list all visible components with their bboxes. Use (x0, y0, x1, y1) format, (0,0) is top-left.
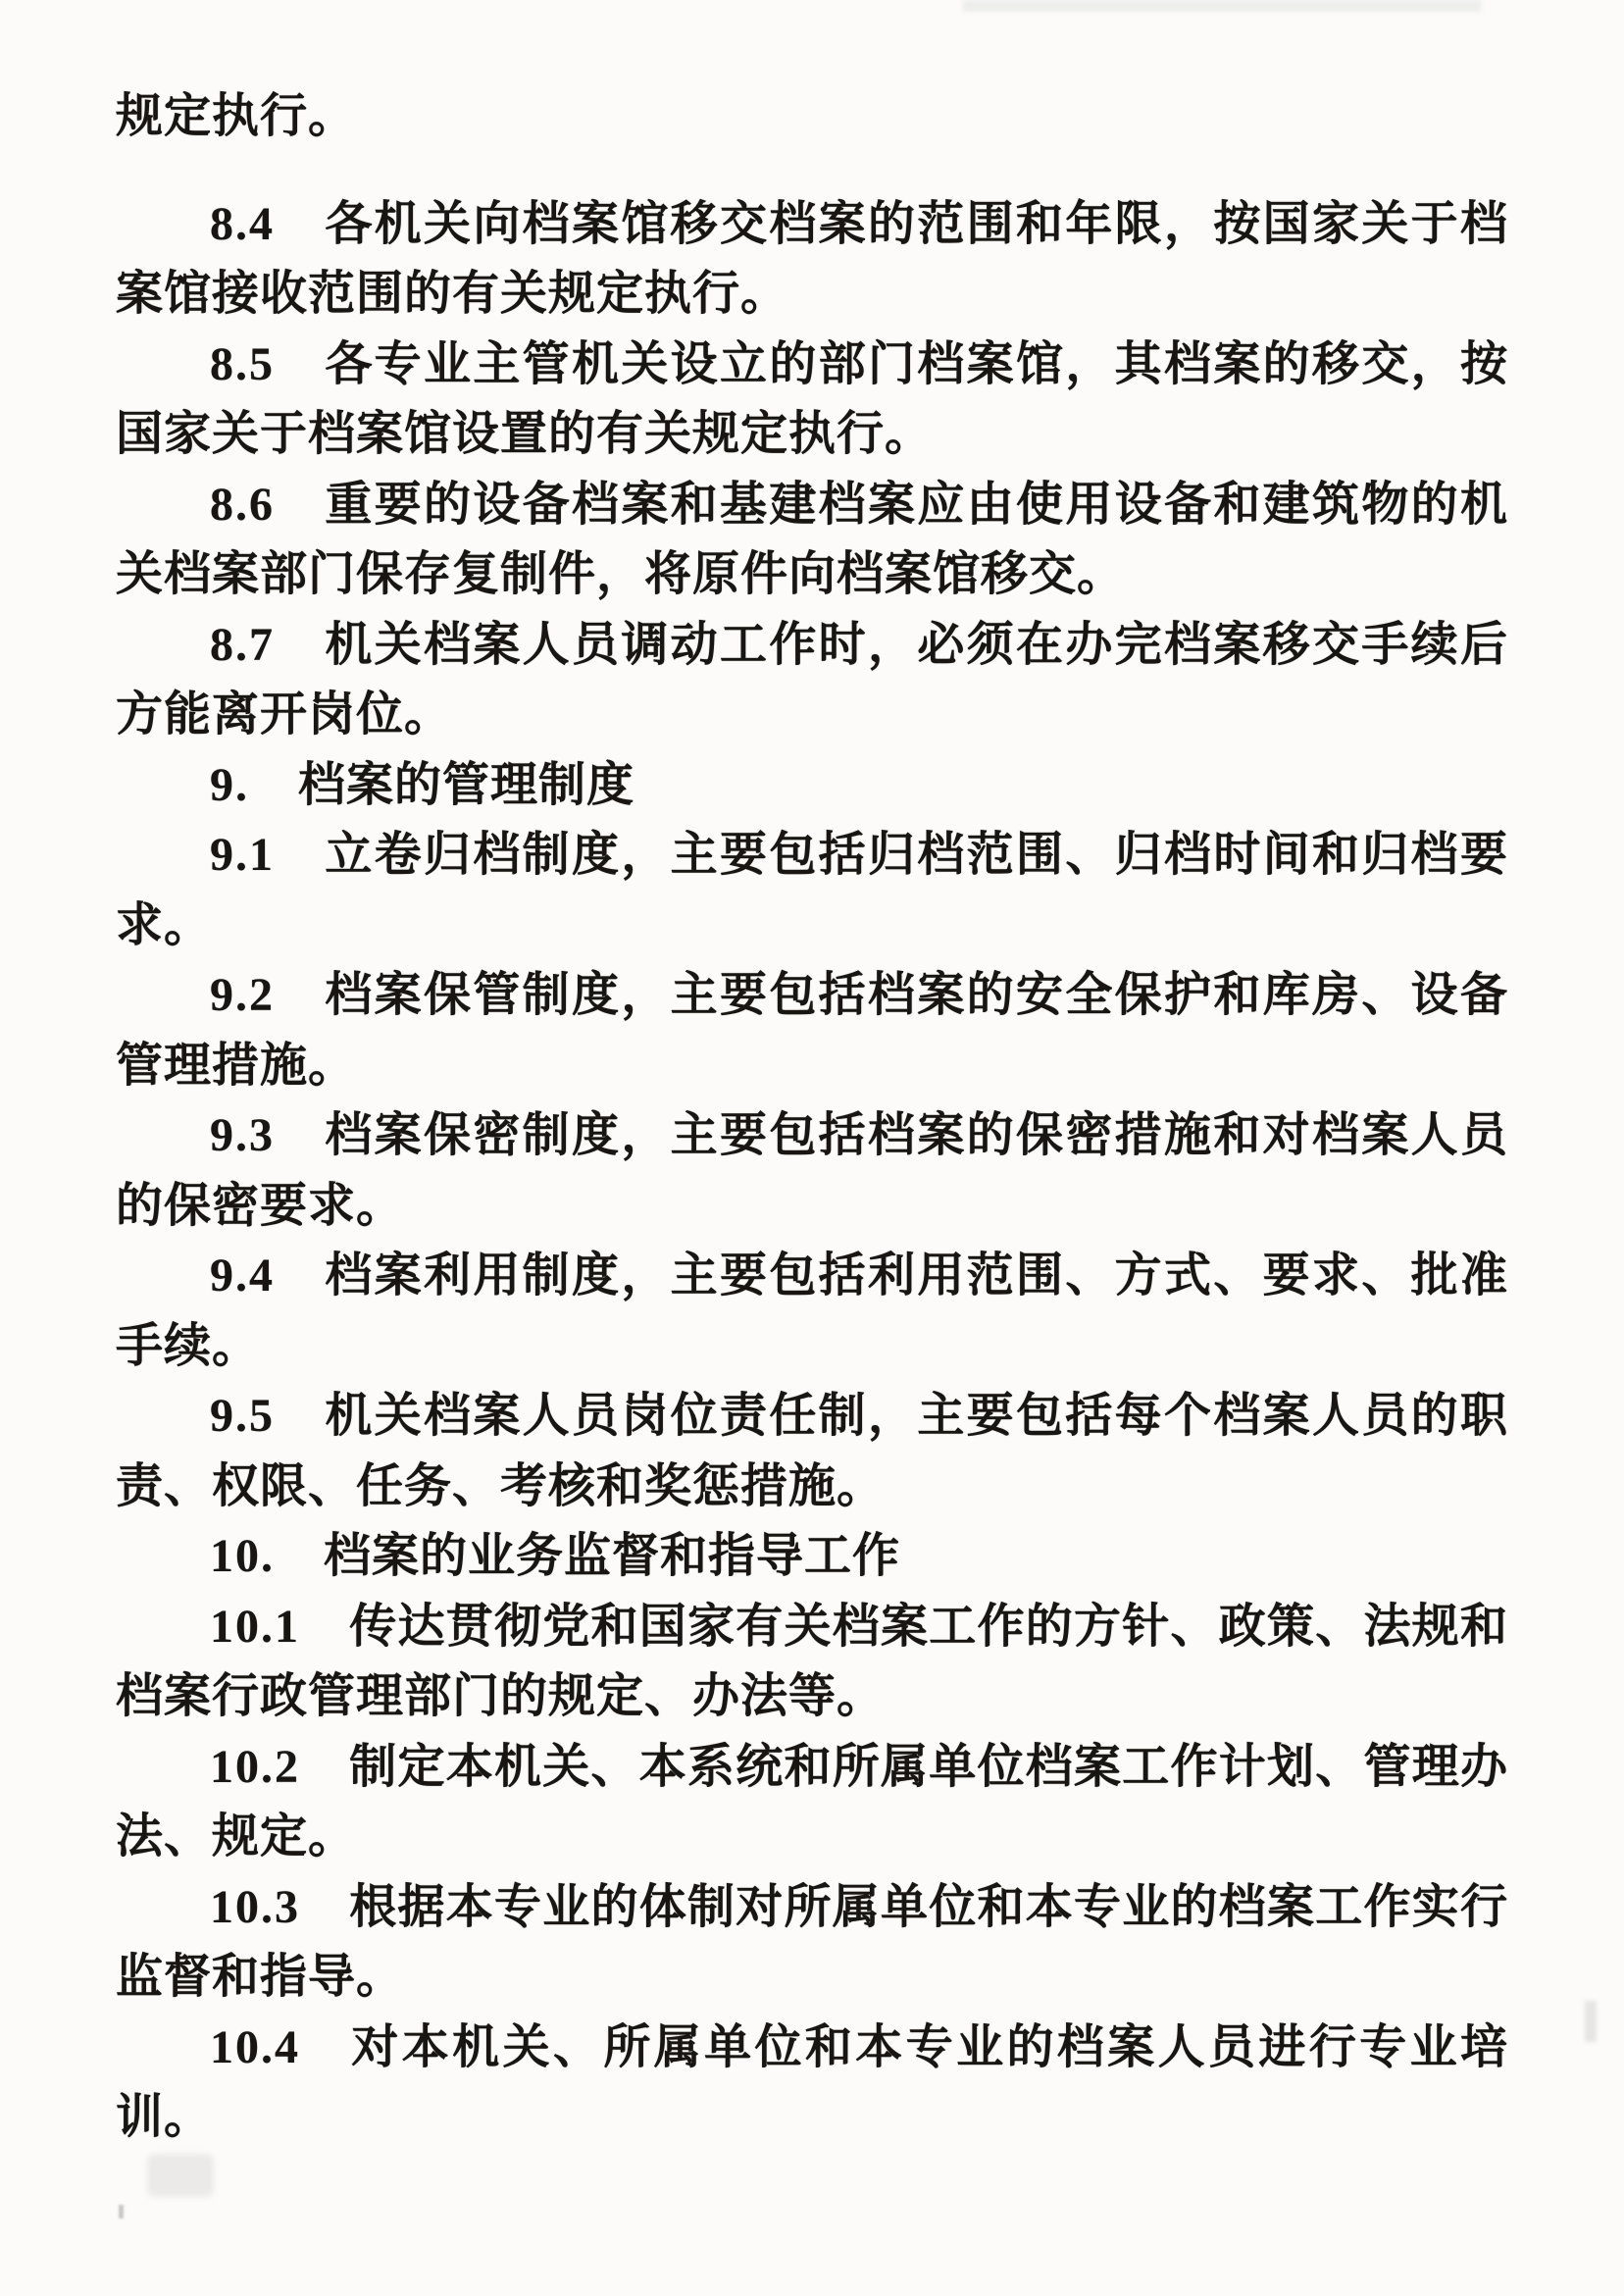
scan-artifact-top-strip (963, 0, 1481, 12)
clause-text: 档案保管制度，主要包括档案的安全保护和库房、设备管理措施。 (116, 969, 1508, 1092)
clause-number: 9.2 (210, 969, 275, 1021)
clause-text: 各专业主管机关设立的部门档案馆，其档案的移交，按国家关于档案馆设置的有关规定执行。 (116, 337, 1508, 460)
paragraph-9.4 (116, 1241, 1508, 1381)
page-content (116, 81, 1508, 2153)
clause-number: 8.5 (210, 337, 275, 390)
scan-artifact-speck (119, 2205, 124, 2219)
paragraph-9.3 (116, 1100, 1508, 1241)
clause-number: 9.3 (210, 1109, 275, 1161)
clause-number: 10.1 (210, 1600, 300, 1653)
paragraph-8.4 (116, 189, 1508, 330)
paragraph-10.1 (116, 1592, 1508, 1732)
clause-text: 重要的设备档案和基建档案应由使用设备和建筑物的机关档案部门保存复制件，将原件向档案馆移交。 (116, 478, 1508, 600)
clause-text: 档案的管理制度 (298, 758, 635, 811)
clause-text: 档案保密制度，主要包括档案的保密措施和对档案人员的保密要求。 (116, 1109, 1508, 1232)
paragraph-9.5 (116, 1381, 1508, 1521)
clause-number: 9.1 (210, 829, 275, 881)
paragraph-8.6 (116, 470, 1508, 610)
paragraph-10.3 (116, 1872, 1508, 2013)
clause-number: 10. (210, 1530, 275, 1582)
clause-text: 根据本专业的体制对所属单位和本专业的档案工作实行监督和指导。 (116, 1880, 1508, 2003)
clause-text: 各机关向档案馆移交档案的范围和年限，按国家关于档案馆接收范围的有关规定执行。 (116, 197, 1508, 320)
clause-number: 8.7 (210, 618, 275, 671)
paragraph-10.2 (116, 1732, 1508, 1872)
clause-number: 8.6 (210, 478, 275, 531)
scan-artifact-smudge (147, 2154, 214, 2197)
paragraph-10 (116, 1521, 1508, 1592)
paragraph-8.7 (116, 610, 1508, 750)
clause-number: 10.3 (210, 1880, 300, 1933)
paragraph-8.5 (116, 330, 1508, 470)
clause-text: 机关档案人员调动工作时，必须在办完档案移交手续后方能离开岗位。 (116, 618, 1508, 740)
scan-artifact-mark (1585, 2001, 1597, 2042)
clause-text: 立卷归档制度，主要包括归档范围、归档时间和归档要求。 (116, 829, 1508, 951)
paragraph-9.1 (116, 820, 1508, 960)
clause-number: 10.4 (210, 2020, 300, 2073)
clause-text: 对本机关、所属单位和本专业的档案人员进行专业培训。 (116, 2020, 1508, 2143)
clause-text: 机关档案人员岗位责任制，主要包括每个档案人员的职责、权限、任务、考核和奖惩措施。 (116, 1390, 1508, 1512)
clause-number: 8.4 (210, 197, 275, 250)
clause-number: 9.5 (210, 1390, 275, 1442)
clause-text: 档案利用制度，主要包括利用范围、方式、要求、批准手续。 (116, 1250, 1508, 1372)
clause-text: 档案的业务监督和指导工作 (324, 1530, 901, 1582)
paragraph-continuation (116, 81, 1508, 152)
clause-number: 9. (210, 758, 249, 811)
clause-text: 规定执行。 (116, 90, 357, 142)
paragraph-10.4 (116, 2013, 1508, 2153)
paragraph-9 (116, 750, 1508, 821)
paragraph-9.2 (116, 960, 1508, 1100)
clause-number: 9.4 (210, 1250, 275, 1301)
clause-text: 传达贯彻党和国家有关档案工作的方针、政策、法规和档案行政管理部门的规定、办法等。 (116, 1600, 1508, 1722)
clause-text: 制定本机关、本系统和所属单位档案工作计划、管理办法、规定。 (116, 1740, 1508, 1862)
clause-number: 10.2 (210, 1740, 300, 1793)
